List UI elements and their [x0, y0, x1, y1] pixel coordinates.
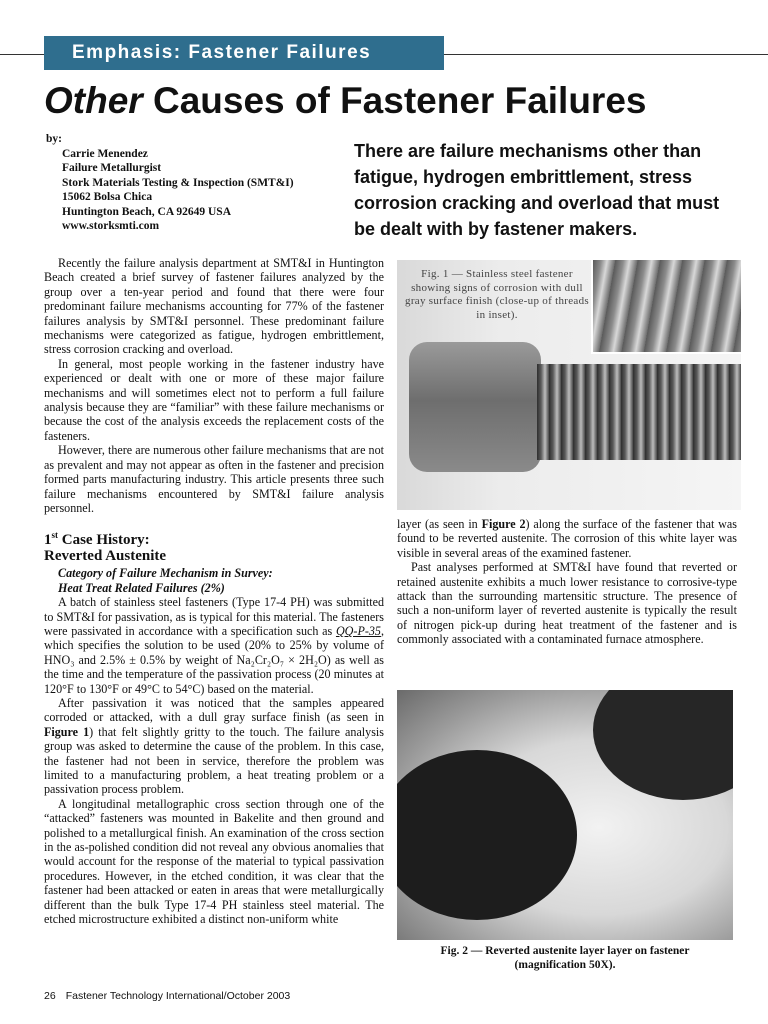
case-word: Case History:: [58, 532, 150, 549]
publication-line: Fastener Technology International/October 2003: [65, 990, 291, 1002]
section-banner: Emphasis: Fastener Failures: [44, 36, 444, 70]
author-website: www.storksmti.com: [62, 220, 160, 232]
micrograph-dark-region: [397, 750, 577, 920]
article-title: [44, 80, 647, 122]
intro-paragraph: Recently the failure analysis department at SMT&I in Huntington Beach created a brief survey of fastener failures analyzed by the group over a ten-year period and found that there were four predominant failure mechanisms accounting for 77% of the fastener failures analysis by SMT&I personnel. These predominant failure mechanisms were categorized as fatigue, hydrogen embrittlement, stress corrosion cracking and overload.: [44, 256, 384, 357]
fastener-thread-graphic: [537, 364, 741, 460]
body-paragraph: [44, 595, 384, 696]
body-text: , which specifies the solution to be used (20% to 25% by volume of HNO₃ and 2.5% ± 0.5% by weight of Na₂Cr₂O₇ × 2H₂O) as well as the time and the temperature of the passivation process (20 minutes at 120°F to 130°F or 49°C to 54°C) based on the material.: [44, 623, 384, 696]
right-column: [397, 517, 737, 647]
figure-reference: Figure 2: [481, 517, 526, 531]
page-footer: [44, 990, 290, 1002]
figure-reference: Figure 1: [44, 724, 90, 739]
body-text: A batch of stainless steel fasteners (Type 17-4 PH) was submitted to SMT&I for passivation, as is typical for this material. The fasteners were passivated in accordance with a specification such as: [44, 595, 384, 638]
body-paragraph: A longitudinal metallographic cross section through one of the “attacked” fasteners was mounted in Bakelite and then ground and polished to a metallurgical finish. An examination of the cross section in the as-polished condition did not reveal any obvious anomalies that would account for the response of the material to typical passivation procedures. However, in the etched condition, it was clear that the fastener had been attacked or eaten in areas that were metallurgically different than the bulk Type 17-4 PH stainless steel material. The etched microstructure exhibited a distinct non-uniform white: [44, 796, 384, 927]
spec-reference: QQ-P-35: [335, 623, 381, 638]
title-italic-word: Other: [44, 80, 143, 121]
thread-inset-graphic: [591, 260, 741, 354]
case-number: 1: [44, 532, 52, 549]
figure-2-caption: Fig. 2 — Reverted austenite layer layer on fastener (magnification 50X).: [440, 945, 690, 971]
page-number: 26: [44, 990, 56, 1002]
category-line: Category of Failure Mechanism in Survey:: [58, 566, 273, 581]
case-ordinal: st: [51, 530, 58, 541]
author-name: Carrie Menendez: [62, 147, 148, 160]
body-paragraph: Past analyses performed at SMT&I have found that reverted or retained austenite exhibits a much lower resistance to corrosive-type attack than the surrounding martensitic structure. The presence of such a non-uniform layer of reverted austenite is typically the result of nitrogen pick-up during heat treatment of the fastener and is commonly associated with a contaminated furnace atmosphere.: [397, 560, 737, 647]
left-column: [44, 256, 384, 926]
figure-2-micrograph: [397, 690, 733, 940]
author-street: 15062 Bolsa Chica: [62, 191, 153, 203]
title-rest: Causes of Fastener Failures: [142, 80, 647, 121]
figure-1-photo: [397, 260, 741, 510]
intro-paragraph: However, there are numerous other failure mechanisms that are not as prevalent and may not appear as often in the fastener and precision formed parts manufacturing industry. This article presents three such failure mechanisms encountered by SMT&I failure analysis personnel.: [44, 443, 384, 515]
author-company: Stork Materials Testing & Inspection (SMT&I): [62, 176, 294, 189]
byline-label: by:: [46, 133, 62, 145]
body-paragraph: [44, 696, 384, 797]
body-paragraph: [397, 517, 737, 560]
body-text: layer (as seen in: [397, 517, 482, 531]
author-byline: [46, 132, 294, 234]
author-city: Huntington Beach, CA 92649 USA: [62, 205, 232, 218]
case-subtitle: Reverted Austenite: [44, 548, 167, 565]
body-text: ) along the surface of the fastener that was found to be reverted austenite. The corrosion of this white layer was visible in several areas of the examined fastener.: [397, 517, 737, 560]
intro-paragraph: In general, most people working in the fastener industry have experienced or dealt with one or more of these major failure mechanisms and will sometimes elect not to perform a full failure analysis because they are “familiar” with these failure mechanisms or because the cost of the analysis exceeds the replacement costs of the fasteners.: [44, 356, 384, 443]
fastener-head-graphic: [409, 342, 541, 472]
category-line: Heat Treat Related Failures (2%): [58, 580, 225, 595]
case-history-heading: [44, 527, 384, 564]
figure-1-caption: Fig. 1 — Stainless steel fastener showing signs of corrosion with dull gray surface finish (close-up of threads in inset).: [405, 268, 589, 321]
body-text: ) that felt slightly gritty to the touch. The failure analysis group was asked to determine the cause of the problem. In this case, the fastener had not been in service, therefore the problem was limited to a manufacturing problem, a heat treating problem or a passivation process problem.: [44, 724, 384, 797]
author-role: Failure Metallurgist: [62, 162, 162, 174]
article-deck: There are failure mechanisms other than fatigue, hydrogen embrittlement, stress corrosion cracking and overload that must be dealt with by fastener makers.: [354, 141, 720, 239]
body-text: After passivation it was noticed that the samples appeared corroded or attacked, with a dull gray surface finish (as seen in: [44, 695, 384, 725]
micrograph-dark-region: [593, 690, 733, 800]
